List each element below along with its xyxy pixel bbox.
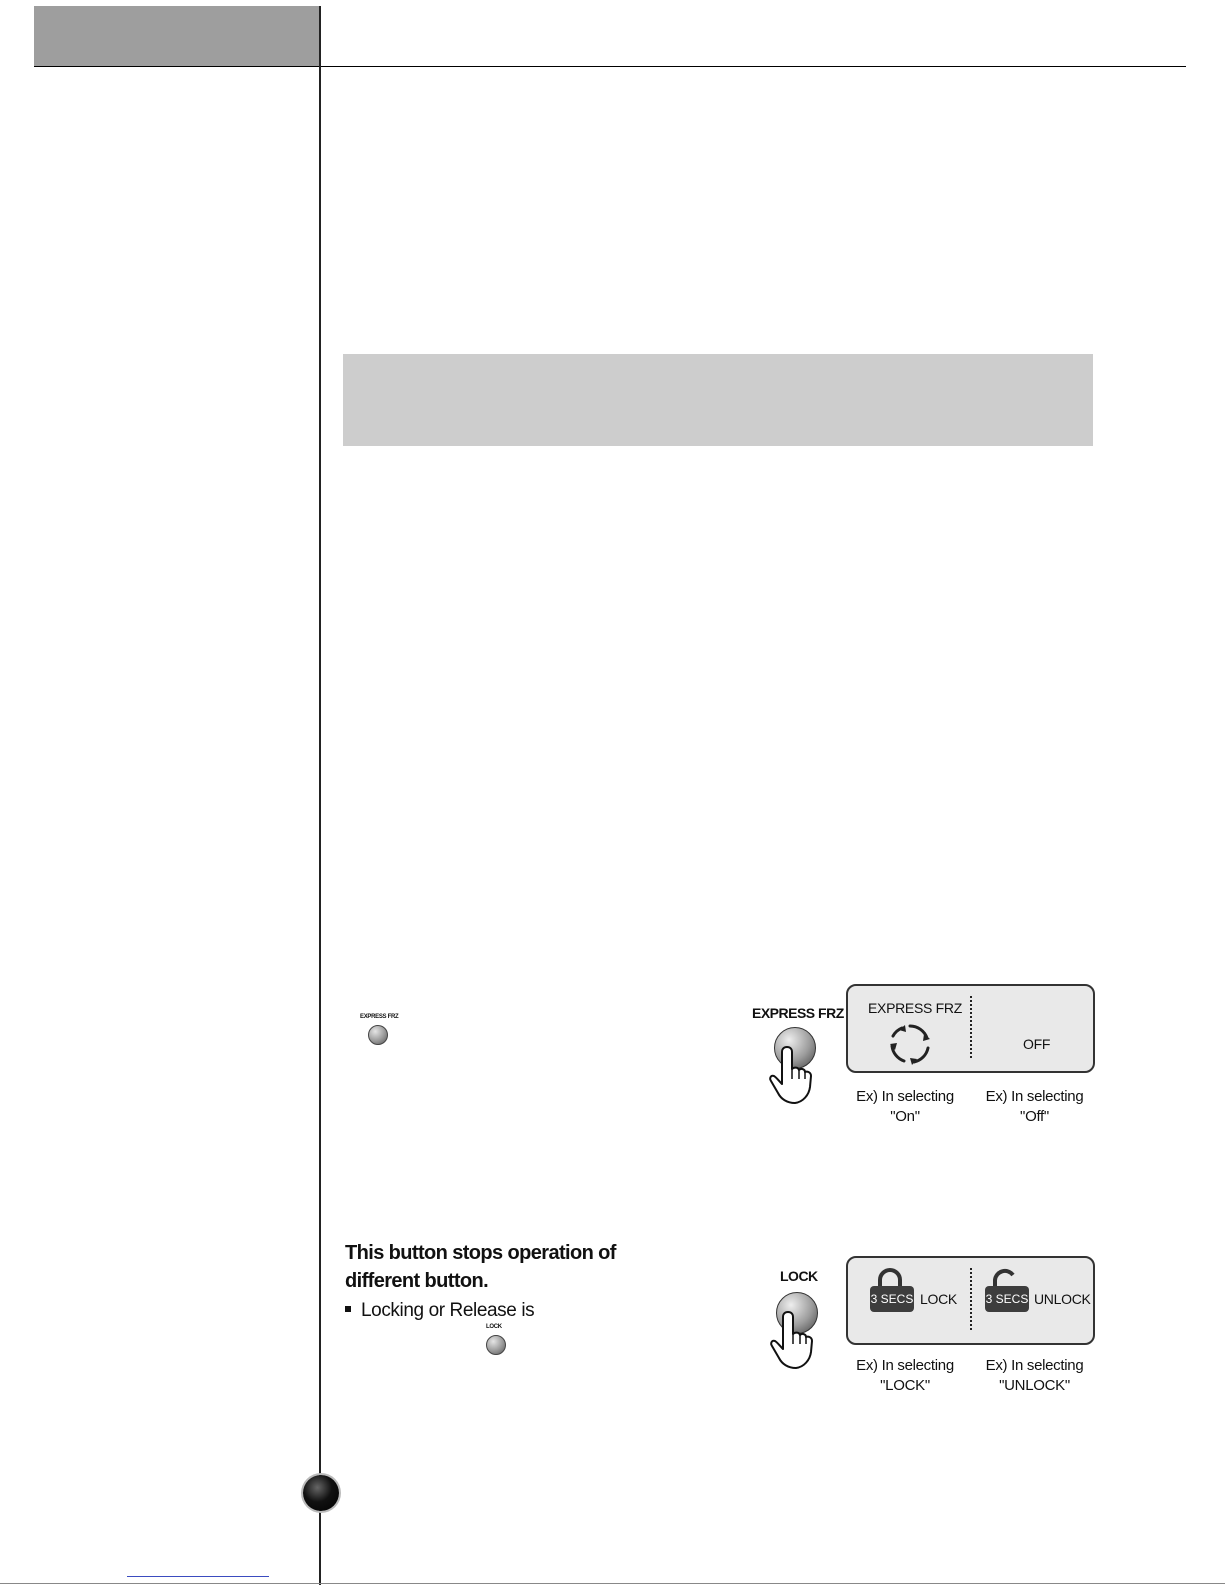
panel-divider	[970, 996, 972, 1058]
lock-secs-badge: 3 SECS	[870, 1286, 914, 1312]
lock-small-button[interactable]	[486, 1335, 506, 1355]
panel-divider	[970, 1268, 972, 1330]
lock-bullet-text: Locking or Release is	[361, 1300, 535, 1321]
caption-line: "On"	[890, 1108, 920, 1125]
vertical-rule	[319, 6, 321, 1585]
lock-small-button-label: LOCK	[486, 1324, 502, 1330]
header-tab	[34, 6, 319, 67]
caption-line: "Off"	[1020, 1108, 1049, 1125]
lock-caption-lock	[845, 1356, 965, 1396]
finger-press-icon	[765, 1045, 815, 1105]
lock-button-label: LOCK	[780, 1268, 818, 1284]
express-frz-caption-off	[972, 1087, 1097, 1127]
lock-text: LOCK	[920, 1291, 957, 1307]
lock-heading: This button stops operation of different button.	[345, 1242, 616, 1292]
lock-display-panel	[846, 1256, 1095, 1345]
express-frz-button-label: EXPRESS FRZ	[752, 1005, 844, 1021]
express-frz-display-label: EXPRESS FRZ	[868, 1000, 962, 1016]
section-banner	[343, 354, 1093, 446]
caption-line: Ex) In selecting	[856, 1088, 954, 1105]
caption-line: "UNLOCK"	[999, 1377, 1070, 1394]
express-frz-display-panel	[846, 984, 1095, 1073]
express-frz-small-button[interactable]	[368, 1025, 388, 1045]
footer-link-underline	[127, 1576, 269, 1577]
page-marker-dot	[303, 1475, 339, 1511]
express-frz-caption-on	[845, 1087, 965, 1127]
express-frz-off-label: OFF	[1023, 1036, 1051, 1052]
express-freeze-icon	[888, 1022, 932, 1066]
caption-line: Ex) In selecting	[856, 1357, 954, 1374]
unlock-text: UNLOCK	[1034, 1291, 1091, 1307]
footer-rule	[0, 1583, 1225, 1584]
lock-bullet	[345, 1300, 534, 1322]
caption-line: Ex) In selecting	[985, 1088, 1084, 1105]
finger-press-icon	[766, 1310, 816, 1370]
caption-line: "LOCK"	[880, 1377, 930, 1394]
express-frz-small-button-label: EXPRESS FRZ	[360, 1014, 399, 1020]
unlock-secs-badge: 3 SECS	[985, 1286, 1029, 1312]
bullet-square-icon	[345, 1306, 351, 1312]
caption-line: Ex) In selecting	[985, 1357, 1084, 1374]
header-rule	[34, 66, 1186, 67]
lock-caption-unlock	[972, 1356, 1097, 1396]
